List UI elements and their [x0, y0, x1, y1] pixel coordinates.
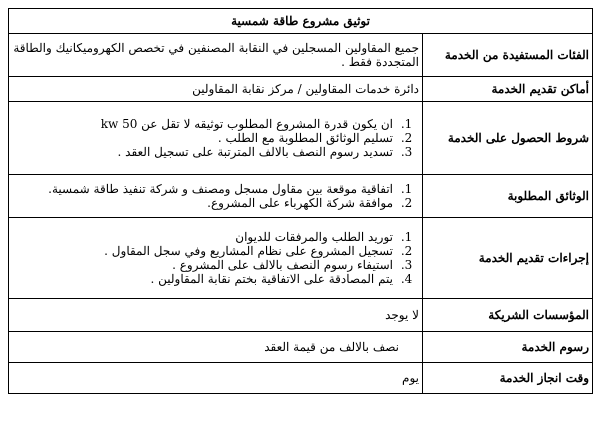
label-procedures: إجراءات تقديم الخدمة: [423, 218, 593, 299]
value-time: [9, 363, 423, 394]
row-fees: [9, 332, 593, 363]
value-fees: [9, 332, 423, 363]
value-places: [9, 77, 423, 102]
row-documents: [9, 175, 593, 218]
fees-text: نصف بالالف من قيمة العقد: [264, 340, 400, 354]
label-partners: المؤسسات الشريكة: [423, 299, 593, 332]
row-procedures: [9, 218, 593, 299]
value-partners: [9, 299, 423, 332]
list-item: 3. استيفاء رسوم النصف بالالف على المشروع .: [12, 258, 397, 272]
label-documents: الوثائق المطلوبة: [423, 175, 593, 218]
row-places: [9, 77, 593, 102]
row-partners: [9, 299, 593, 332]
list-item: 3. تسديد رسوم النصف بالالف المترتبة على تسجيل العقد .: [12, 145, 397, 159]
places-text: دائرة خدمات المقاولين / مركز نقابة المقاولين: [192, 82, 420, 96]
list-item: 2. تسجيل المشروع على نظام المشاريع وفي سجل المقاول .: [12, 244, 397, 258]
label-time: وقت انجاز الخدمة: [423, 363, 593, 394]
label-beneficiaries: الفئات المستفيدة من الخدمة: [423, 34, 593, 77]
list-item: 1. ان يكون قدرة المشروع المطلوب توثيقه لا تقل عن 50 kw: [12, 117, 397, 131]
value-conditions: [9, 102, 423, 175]
partners-text: لا يوجد: [385, 308, 420, 322]
beneficiaries-text: جميع المقاولين المسجلين في النقابة المصنفين في تخصص الكهروميكانيك والطاقة المتجددة فقط .: [13, 41, 420, 69]
row-conditions: [9, 102, 593, 175]
row-beneficiaries: [9, 34, 593, 77]
label-fees: رسوم الخدمة: [423, 332, 593, 363]
procedures-list: [12, 230, 419, 286]
conditions-list: [12, 117, 419, 159]
label-conditions: شروط الحصول على الخدمة: [423, 102, 593, 175]
row-time: [9, 363, 593, 394]
time-text: يوم: [402, 371, 420, 385]
list-item: 2. تسليم الوثائق المطلوبة مع الطلب .: [12, 131, 397, 145]
value-beneficiaries: [9, 34, 423, 77]
title-row: [9, 9, 593, 34]
service-table: [8, 8, 593, 394]
list-item: 4. يتم المصادقة على الاتفاقية بختم نقابة المقاولين .: [12, 272, 397, 286]
label-places: أماكن تقديم الخدمة: [423, 77, 593, 102]
documents-list: [12, 182, 419, 210]
document-title: توثيق مشروع طاقة شمسية: [9, 9, 593, 34]
list-item: 1. اتفاقية موقعة بين مقاول مسجل ومصنف و شركة تنفيذ طاقة شمسية.: [12, 182, 397, 196]
list-item: 1. توريد الطلب والمرفقات للديوان: [12, 230, 397, 244]
value-procedures: [9, 218, 423, 299]
value-documents: [9, 175, 423, 218]
list-item: 2. موافقة شركة الكهرباء على المشروع.: [12, 196, 397, 210]
